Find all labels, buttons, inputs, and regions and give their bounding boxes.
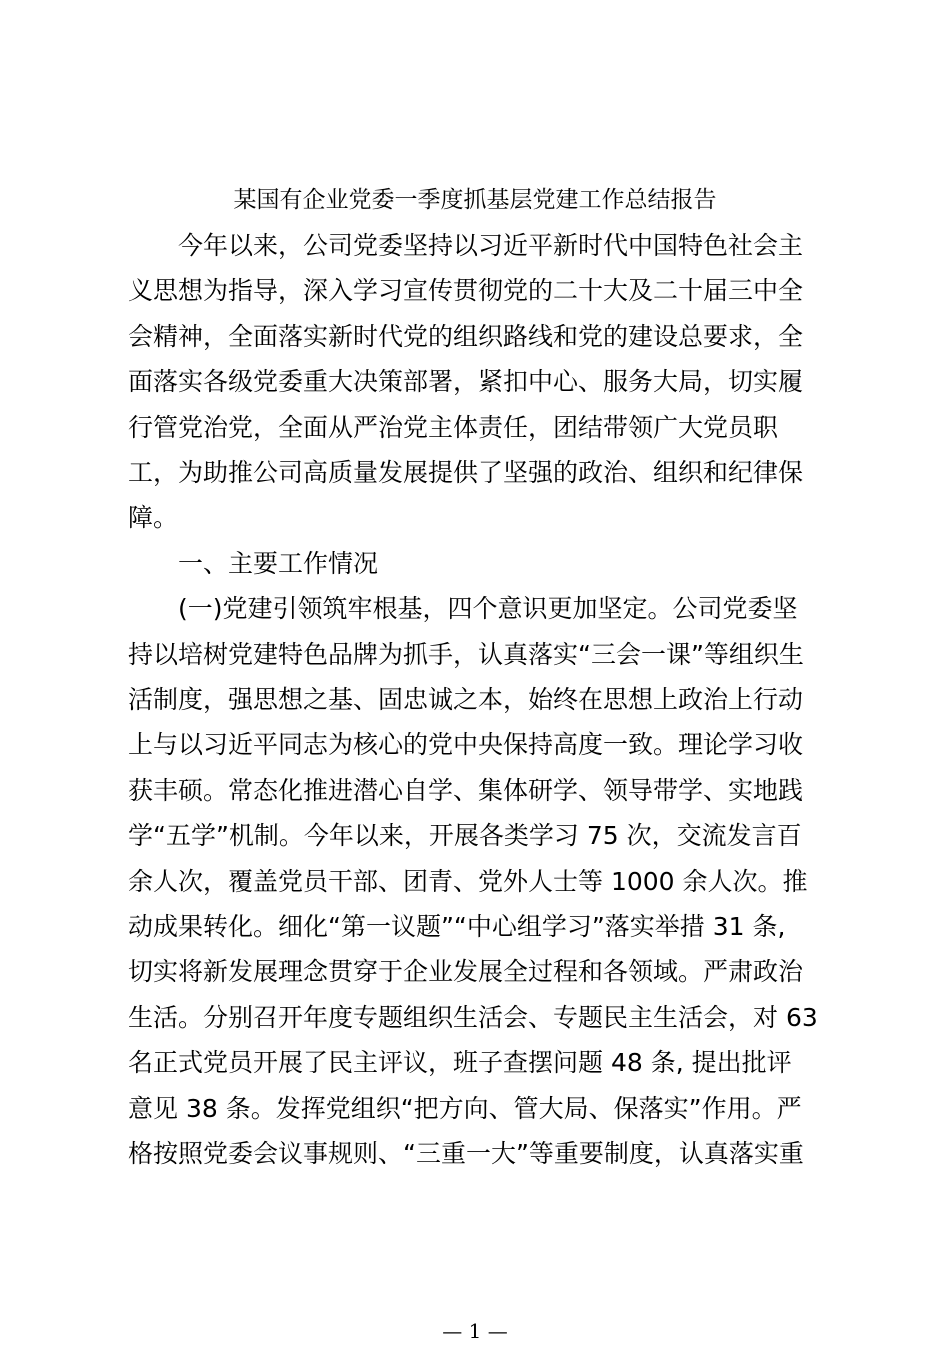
body-text-line: 名正式党员开展了民主评议，班子查摆问题 48 条, 提出批评 — [128, 1048, 792, 1078]
body-text-line: 格按照党委会议事规则、“三重一大”等重要制度，认真落实重 — [128, 1139, 804, 1168]
body-text-line: 面落实各级党委重大决策部署，紧扣中心、服务大局，切实履 — [128, 367, 804, 397]
body-text-line: (一)党建引领筑牢根基，四个意识更加坚定。公司党委坚 — [128, 594, 798, 624]
body-text-line: 活制度，强思想之基、固忠诚之本，始终在思想上政治上行动 — [128, 685, 804, 714]
body-text-line: 义思想为指导，深入学习宣传贯彻党的二十大及二十届三中全 — [128, 276, 804, 306]
page-number: — 1 — — [442, 1319, 508, 1343]
body-text-line: 余人次，覆盖党员干部、团青、党外人士等 1000 余人次。推 — [128, 866, 808, 896]
body-text-line: 一、主要工作情况 — [128, 548, 379, 578]
body-text-line: 学“五学”机制。今年以来，开展各类学习 75 次，交流发言百 — [128, 821, 802, 851]
body-text-line: 工，为助推公司高质量发展提供了坚强的政治、组织和纪律保 — [128, 458, 804, 487]
body-text-line: 障。 — [128, 503, 179, 533]
body-text-line: 会精神，全面落实新时代党的组织路线和党的建设总要求，全 — [128, 321, 804, 351]
body-text-line: 今年以来，公司党委坚持以习近平新时代中国特色社会主 — [128, 231, 804, 260]
body-text-line: 行管党治党，全面从严治党主体责任，团结带领广大党员职 — [128, 412, 779, 442]
body-text-line: 切实将新发展理念贯穿于企业发展全过程和各领域。严肃政治 — [128, 957, 804, 987]
body-text-line: 持以培树党建特色品牌为抓手，认真落实“三会一课”等组织生 — [128, 639, 804, 669]
body-text-line: 动成果转化。细化“第一议题”“中心组学习”落实举措 31 条, — [128, 912, 786, 941]
body-text-line: 上与以习近平同志为核心的党中央保持高度一致。理论学习收 — [128, 730, 804, 760]
body-text-line: 意见 38 条。发挥党组织“把方向、管大局、保落实”作用。严 — [128, 1093, 802, 1123]
body-text-line: 获丰硕。常态化推进潜心自学、集体研学、领导带学、实地践 — [128, 775, 804, 805]
body-text-line: 生活。分别召开年度专题组织生活会、专题民主生活会，对 63 — [128, 1002, 818, 1032]
document-title: 某国有企业党委一季度抓基层党建工作总结报告 — [233, 187, 717, 213]
